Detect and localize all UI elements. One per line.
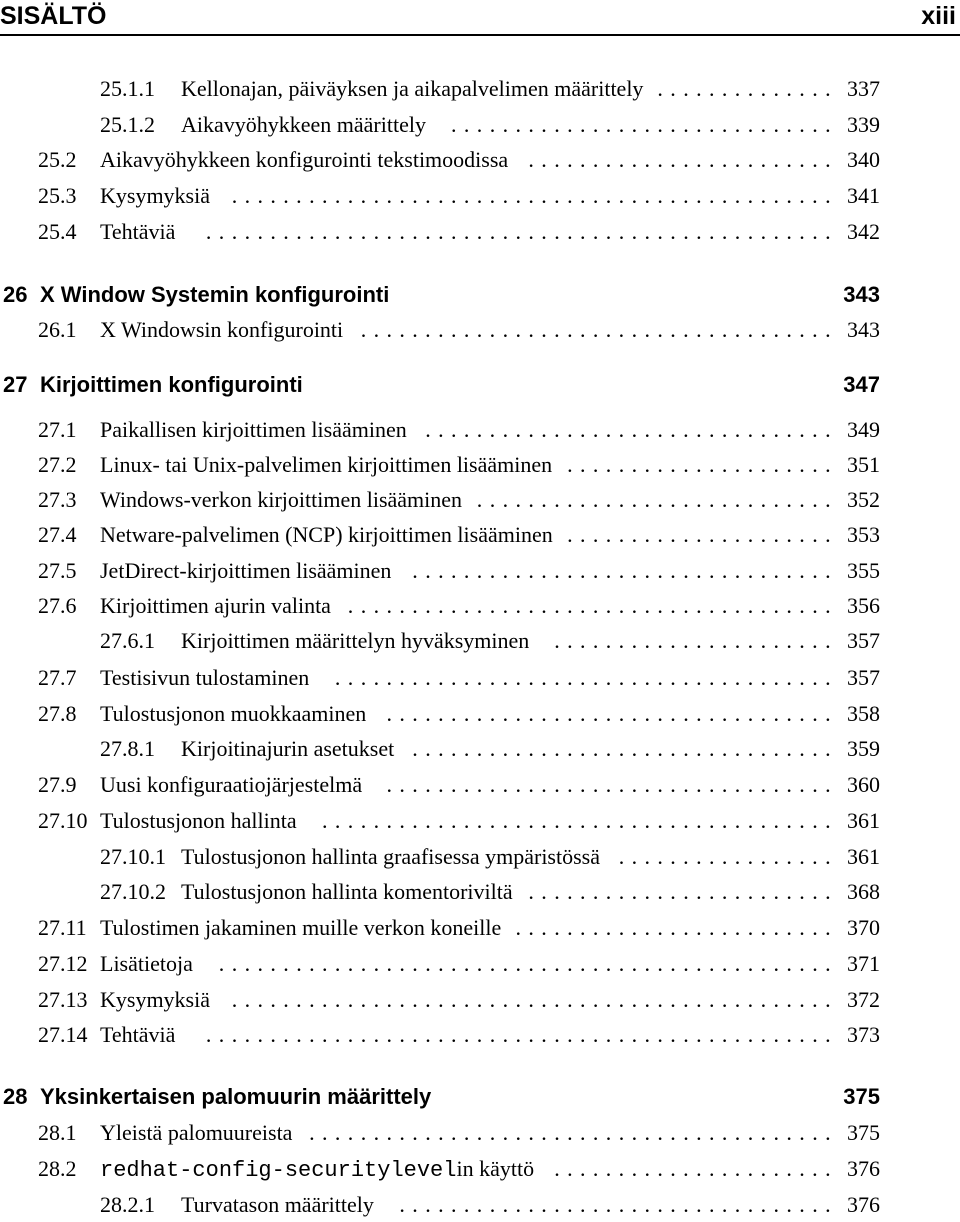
- entry-title: Kellonajan, päiväyksen ja aikapalvelimen määrittely: [181, 76, 644, 101]
- entry-title: Linux- tai Unix-palvelimen kirjoittimen lisääminen: [100, 452, 553, 477]
- toc-subsection-entry[interactable]: [0, 624, 960, 658]
- toc-subsection-entry[interactable]: [0, 732, 960, 766]
- entry-number: 27.12: [38, 951, 88, 976]
- entry-title: Tulostimen jakaminen muille verkon koneille: [100, 915, 502, 940]
- entry-number: 27.3: [38, 487, 77, 512]
- entry-page-number: 356: [847, 593, 880, 618]
- entry-page-number: 359: [847, 736, 880, 761]
- toc-subsection-entry[interactable]: [0, 108, 960, 142]
- entry-title: Aikavyöhykkeen konfigurointi tekstimoodissa: [100, 147, 509, 172]
- entry-title: Tulostusjonon muokkaaminen: [100, 701, 367, 726]
- entry-number: 25.4: [38, 219, 77, 244]
- dot-leader: .................................: [412, 736, 838, 761]
- toc-chapter-entry[interactable]: [0, 278, 960, 312]
- entry-number: 27.9: [38, 772, 77, 797]
- entry-number: 25.1.2: [100, 112, 155, 137]
- entry-number: 27.6.1: [100, 628, 155, 653]
- entry-title: Yleistä palomuureista: [100, 1120, 293, 1145]
- dot-leader: .........................: [515, 915, 838, 940]
- toc-section-entry[interactable]: [0, 518, 960, 552]
- entry-title: Yksinkertaisen palomuurin määrittely: [40, 1084, 432, 1109]
- toc-section-entry[interactable]: [0, 313, 960, 347]
- entry-title: Kirjoittimen konfigurointi: [40, 372, 303, 397]
- entry-number: 27: [3, 372, 28, 397]
- entry-number: 27.6: [38, 593, 77, 618]
- entry-page-number: 352: [847, 487, 880, 512]
- entry-page-number: 372: [847, 987, 880, 1012]
- dot-leader: .................: [618, 844, 838, 869]
- entry-number: 27.11: [38, 915, 87, 940]
- dot-leader: .................................: [412, 558, 838, 583]
- toc-subsection-entry[interactable]: [0, 1188, 960, 1222]
- entry-page-number: 347: [843, 372, 880, 397]
- entry-number: 25.3: [38, 183, 77, 208]
- entry-page-number: 339: [847, 112, 880, 137]
- entry-number: 27.4: [38, 522, 77, 547]
- entry-number: 25.2: [38, 147, 77, 172]
- entry-page-number: 360: [847, 772, 880, 797]
- entry-page-number: 357: [847, 628, 880, 653]
- entry-number: 25.1.1: [100, 76, 155, 101]
- entry-title: Kirjoittimen ajurin valinta: [100, 593, 331, 618]
- entry-title: X Window Systemin konfigurointi: [40, 282, 390, 307]
- toc-section-entry[interactable]: [0, 448, 960, 482]
- dot-leader: ...............................................: [231, 987, 838, 1012]
- entry-number: 27.10: [38, 808, 88, 833]
- entry-number: 27.5: [38, 558, 77, 583]
- toc-section-entry[interactable]: [0, 947, 960, 981]
- entry-title: Windows-verkon kirjoittimen lisääminen: [100, 487, 463, 512]
- toc-section-entry[interactable]: [0, 768, 960, 802]
- entry-page-number: 353: [847, 522, 880, 547]
- entry-page-number: 375: [843, 1084, 880, 1109]
- toc-section-entry[interactable]: [0, 554, 960, 588]
- dot-leader: ........................: [528, 879, 838, 904]
- entry-number: 27.14: [38, 1022, 88, 1047]
- toc-section-entry[interactable]: [0, 483, 960, 517]
- entry-page-number: 368: [847, 879, 880, 904]
- entry-title: Turvatason määrittely: [181, 1192, 374, 1217]
- entry-number: 26.1: [38, 317, 77, 342]
- dot-leader: ...............................................: [231, 183, 838, 208]
- entry-page-number: 340: [847, 147, 880, 172]
- entry-page-number: 357: [847, 665, 880, 690]
- entry-title: Kirjoittimen määrittelyn hyväksyminen: [181, 628, 530, 653]
- toc-section-entry[interactable]: [0, 215, 960, 249]
- toc-section-entry[interactable]: [0, 589, 960, 623]
- toc-section-entry[interactable]: [0, 911, 960, 945]
- toc-subsection-entry[interactable]: [0, 875, 960, 909]
- entry-title-suffix: in käyttö: [456, 1156, 535, 1181]
- entry-title: Tulostusjonon hallinta: [100, 808, 297, 833]
- dot-leader: .................................................: [205, 1022, 838, 1047]
- entry-title: [100, 1152, 534, 1188]
- entry-page-number: 343: [847, 317, 880, 342]
- dot-leader: ...................................: [386, 772, 838, 797]
- entry-number: 27.2: [38, 452, 77, 477]
- entry-title: X Windowsin konfigurointi: [100, 317, 344, 342]
- entry-page-number: 349: [847, 417, 880, 442]
- entry-page-number: 373: [847, 1022, 880, 1047]
- entry-title: Kirjoitinajurin asetukset: [181, 736, 395, 761]
- toc-subsection-entry[interactable]: [0, 840, 960, 874]
- entry-title: Tehtäviä: [100, 1022, 176, 1047]
- toc-section-entry[interactable]: [0, 1116, 960, 1150]
- toc-section-entry[interactable]: [0, 697, 960, 731]
- entry-page-number: 370: [847, 915, 880, 940]
- entry-page-number: 375: [847, 1120, 880, 1145]
- toc-section-entry[interactable]: [0, 413, 960, 447]
- entry-number: 28: [3, 1084, 28, 1109]
- entry-page-number: 351: [847, 452, 880, 477]
- toc-section-entry[interactable]: [0, 804, 960, 838]
- entry-title: Aikavyöhykkeen määrittely: [181, 112, 426, 137]
- toc-section-entry[interactable]: [0, 983, 960, 1017]
- entry-page-number: 376: [847, 1156, 880, 1181]
- entry-number: 26: [3, 282, 28, 307]
- entry-number: 27.7: [38, 665, 77, 690]
- entry-number: 28.1: [38, 1120, 77, 1145]
- dot-leader: .....................................: [360, 317, 838, 342]
- toc-section-entry[interactable]: [0, 1018, 960, 1052]
- entry-number: 27.8.1: [100, 736, 155, 761]
- toc-section-entry[interactable]: [0, 661, 960, 695]
- dot-leader: .................................................: [205, 219, 838, 244]
- dot-leader: .....................: [567, 522, 838, 547]
- entry-title: Netware-palvelimen (NCP) kirjoittimen lisääminen: [100, 522, 553, 547]
- entry-number: 27.1: [38, 417, 77, 442]
- dot-leader: .......................................: [334, 665, 838, 690]
- entry-page-number: 337: [847, 76, 880, 101]
- toc-section-entry[interactable]: [0, 1152, 960, 1186]
- dot-leader: .........................................: [309, 1120, 838, 1145]
- dot-leader: .....................: [567, 452, 838, 477]
- entry-title: Lisätietoja: [100, 951, 193, 976]
- entry-page-number: 361: [847, 844, 880, 869]
- toc-chapter-entry[interactable]: [0, 1080, 960, 1114]
- entry-page-number: 341: [847, 183, 880, 208]
- dot-leader: ..................................: [399, 1192, 838, 1217]
- entry-number: 27.10.1: [100, 844, 166, 869]
- entry-number: 28.2: [38, 1156, 77, 1181]
- dot-leader: ........................: [528, 147, 838, 172]
- dot-leader: ........................................: [322, 808, 838, 833]
- entry-page-number: 355: [847, 558, 880, 583]
- dot-leader: ......................: [554, 628, 838, 653]
- entry-title-code: redhat-config-securitylevel: [100, 1158, 457, 1183]
- dot-leader: ..............: [657, 76, 838, 101]
- entry-page-number: 361: [847, 808, 880, 833]
- dot-leader: ......................: [554, 1156, 838, 1181]
- entry-page-number: 358: [847, 701, 880, 726]
- dot-leader: ................................................: [218, 951, 838, 976]
- entry-page-number: 343: [843, 282, 880, 307]
- running-header: [0, 0, 960, 36]
- entry-title: Kysymyksiä: [100, 987, 210, 1012]
- entry-title: JetDirect-kirjoittimen lisääminen: [100, 558, 392, 583]
- entry-page-number: 376: [847, 1192, 880, 1217]
- entry-number: 27.10.2: [100, 879, 166, 904]
- entry-number: 27.8: [38, 701, 77, 726]
- entry-title: Kysymyksiä: [100, 183, 210, 208]
- dot-leader: ............................: [476, 487, 838, 512]
- toc-section-entry[interactable]: [0, 179, 960, 213]
- header-rule: [0, 34, 960, 36]
- entry-title: Tulostusjonon hallinta komentoriviltä: [181, 879, 513, 904]
- dot-leader: ...................................: [386, 701, 838, 726]
- entry-title: Tehtäviä: [100, 219, 176, 244]
- entry-number: 27.13: [38, 987, 88, 1012]
- entry-title: Uusi konfiguraatiojärjestelmä: [100, 772, 363, 797]
- page-number: xiii: [921, 2, 956, 30]
- entry-title: Testisivun tulostaminen: [100, 665, 310, 690]
- dot-leader: ......................................: [347, 593, 838, 618]
- toc-chapter-entry[interactable]: [0, 368, 960, 402]
- dot-leader: ..............................: [451, 112, 838, 137]
- toc-subsection-entry[interactable]: [0, 72, 960, 106]
- running-header-title: SISÄLTÖ: [0, 2, 107, 30]
- toc-section-entry[interactable]: [0, 143, 960, 177]
- entry-title: Paikallisen kirjoittimen lisääminen: [100, 417, 407, 442]
- entry-page-number: 342: [847, 219, 880, 244]
- entry-title: Tulostusjonon hallinta graafisessa ympäristössä: [181, 844, 600, 869]
- dot-leader: ................................: [425, 417, 838, 442]
- entry-number: 28.2.1: [100, 1192, 155, 1217]
- entry-page-number: 371: [847, 951, 880, 976]
